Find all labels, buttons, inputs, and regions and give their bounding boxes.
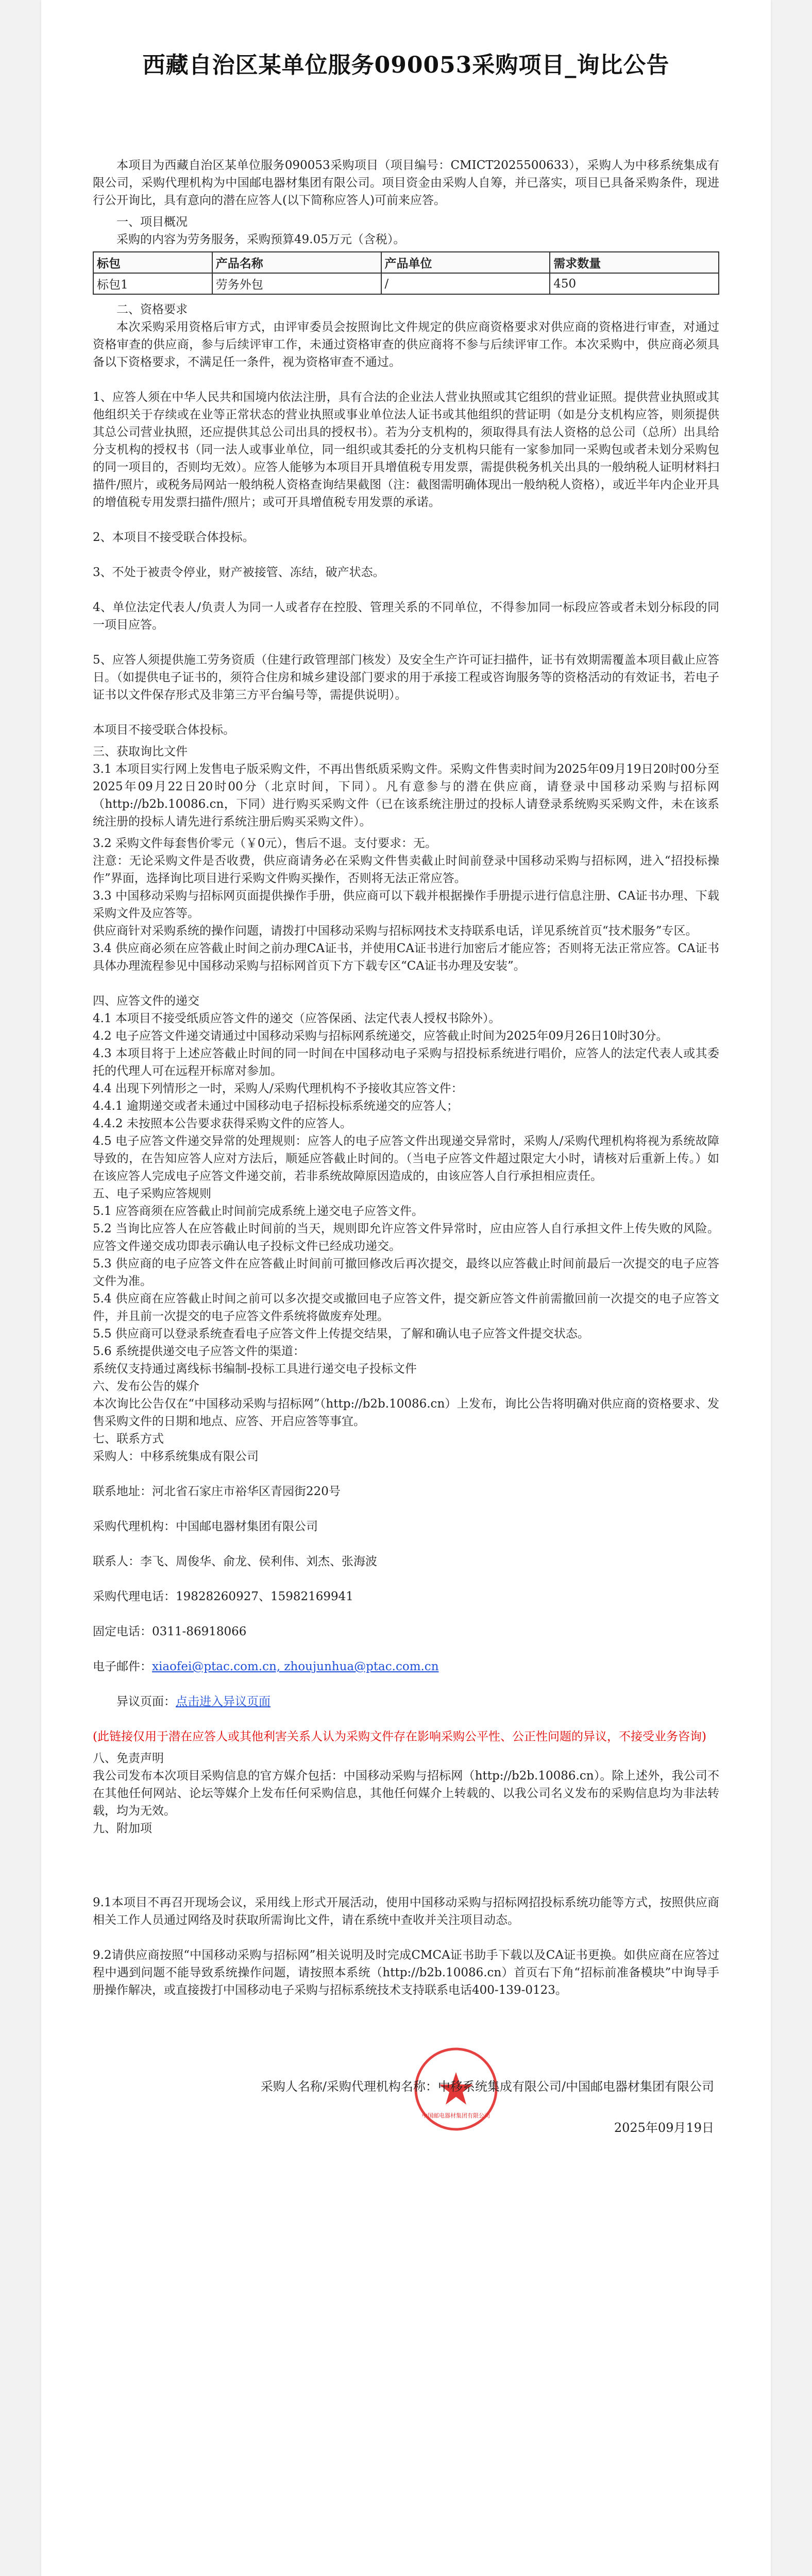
- buyer-name: 采购人：中移系统集成有限公司: [93, 1450, 259, 1463]
- agent-phone: 采购代理电话：19828260927、15982169941: [93, 1590, 353, 1603]
- section-2-text: 本次采购采用资格后审方式，由评审委员会按照询比文件规定的供应商资格要求对供应商的资格进行审查，对通过资格审查的供应商，参与后续评审工作，未通过资格审查的供应商将不参与后续评审工作。本次采购中，供应商必须具备以下资格要求，不满足任一条件，视为资格审查不通过。: [93, 320, 719, 369]
- section-4-title: 四、应答文件的递交: [93, 994, 199, 1008]
- section-8-title: 八、免责声明: [93, 1752, 164, 1765]
- objection-line: [93, 1693, 719, 1710]
- section-4-4-2: 4.4.2 未按照本公告要求获得采购文件的应答人。: [93, 1117, 352, 1130]
- section-5-3: 5.3 供应商的电子应答文件在应答截止时间前可撤回修改后再次提交，最终以应答截止时间前最后一次提交的电子应答文件为准。: [93, 1257, 719, 1288]
- table-header-cell: 产品名称: [212, 252, 381, 273]
- signature-block: [93, 2056, 719, 2159]
- objection-notice: (此链接仅用于潜在应答人或其他利害关系人认为采购文件存在影响采购公平性、公正性问题的异议，不接受业务咨询): [93, 1730, 706, 1743]
- section-3-3: 3.3 中国移动采购与招标网页面提供操作手册，供应商可以下载并根据操作手册提示进行信息注册、CA证书办理、下载采购文件及应答等。: [93, 889, 719, 920]
- section-4-5: 4.5 电子应答文件递交异常的处理规则：应答人的电子应答文件出现递交异常时，采购人/采购代理机构将视为系统故障导致的，在告知应答人应对方法后，顺延应答截止时间的。（当电子应答文件超过限定大小时，请核对后重新上传。）如在该应答人完成电子应答文件递交前，若非系统故障原因造成的，由该应答人自行承担相应责任。: [93, 1134, 719, 1183]
- table-cell: /: [381, 273, 550, 294]
- requirement-6: 本项目不接受联合体投标。: [93, 723, 235, 737]
- requirement-5: 5、应答人须提供施工劳务资质（住建行政管理部门核发）及安全生产许可证扫描件，证书有效期需覆盖本项目截止应答日。（如提供电子证书的，须符合住房和城乡建设部门要求的用于承接工程或咨询服务等的资格活动的有效证书，若电子证书以文件保存形式及非第三方平台编号等，需提供说明）。: [93, 653, 719, 702]
- requirement-3: 3、不处于被责令停业，财产被接管、冻结，破产状态。: [93, 566, 385, 579]
- objection-label: 异议页面：: [116, 1695, 176, 1708]
- email-label: 电子邮件：: [93, 1660, 152, 1673]
- section-6-title: 六、发布公告的媒介: [93, 1380, 199, 1393]
- section-4-1: 4.1 本项目不接受纸质应答文件的递交（应答保函、法定代表人授权书除外）。: [93, 1012, 501, 1025]
- section-3-2: 3.2 采购文件每套售价零元（￥0元），售后不退。支付要求：无。: [93, 837, 437, 850]
- section-5-5: 5.5 供应商可以登录系统查看电子应答文件上传提交结果，了解和确认电子应答文件提交状态。: [93, 1327, 589, 1341]
- section-9-2: 9.2请供应商按照“中国移动采购与招标网”相关说明及时完成CMCA证书助手下载以及CA证书更换。如供应商在应答过程中遇到问题不能导致系统操作问题，请按照本系统（http://b2b.10086.cn）首页右下角“招标前准备模块”中询导手册操作解决，或直接拨打中国移动电子采购与招标系统技术支持联系电话400-139-0123。: [93, 1948, 719, 1997]
- table-cell: 标包1: [93, 273, 212, 294]
- section-3-3b: 供应商针对采购系统的操作问题，请拨打中国移动采购与招标网技术支持联系电话，详见系统首页“技术服务”专区。: [93, 924, 698, 938]
- agent-name: 采购代理机构：中国邮电器材集团有限公司: [93, 1520, 318, 1533]
- section-1-text: 采购的内容为劳务服务，采购预算49.05万元（含税）。: [116, 233, 405, 246]
- table-header-cell: 标包: [93, 252, 212, 273]
- section-2-title: 二、资格要求: [116, 303, 188, 316]
- contact-persons: 联系人：李飞、周俊华、俞龙、侯利伟、刘杰、张海波: [93, 1555, 377, 1568]
- intro-paragraph: 本项目为西藏自治区某单位服务090053采购项目（项目编号：CMICT2025500633），采购人为中移系统集成有限公司，采购代理机构为中国邮电器材集团有限公司。项目资金由采购人自筹，并已落实，项目已具备采购条件，现进行公开询比，具有意向的潜在应答人(以下简称应答人)可前来应答。: [93, 159, 719, 207]
- buyer-address: 联系地址：河北省石家庄市裕华区青园街220号: [93, 1485, 341, 1498]
- table-cell: 劳务外包: [212, 273, 381, 294]
- page-title: 西藏自治区某单位服务090053采购项目_询比公告: [142, 52, 670, 78]
- objection-page-link[interactable]: 点击进入异议页面: [176, 1695, 270, 1708]
- section-4-4-1: 4.4.1 逾期递交或者未通过中国移动电子招标投标系统递交的应答人；: [93, 1099, 459, 1113]
- signatory-name: 采购人名称/采购代理机构名称：中移系统集成有限公司/中国邮电器材集团有限公司: [260, 2079, 714, 2094]
- section-5-2: 5.2 当询比应答人在应答截止时间前的当天，规则即允许应答文件异常时，应由应答人自行承担文件上传失败的风险。应答文件递交成功即表示确认电子投标文件已经成功递交。: [93, 1222, 719, 1253]
- requirement-4: 4、单位法定代表人/负责人为同一人或者存在控股、管理关系的不同单位，不得参加同一标段应答或者未划分标段的同一项目应答。: [93, 601, 719, 632]
- table-header-cell: 需求数量: [550, 252, 719, 273]
- email-line: [93, 1658, 719, 1675]
- section-6-text: 本次询比公告仅在“中国移动采购与招标网”（http://b2b.10086.cn）上发布，询比公告将明确对供应商的资格要求、发售采购文件的日期和地点、应答、开启应答等事宜。: [93, 1397, 719, 1428]
- seal-caption: 中国邮电器材集团有限公司: [422, 2112, 490, 2119]
- document-page: [41, 0, 771, 2576]
- section-4-4: 4.4 出现下列情形之一时，采购人/采购代理机构不予接收其应答文件：: [93, 1082, 463, 1095]
- section-5-6: 5.6 系统提供递交电子应答文件的渠道：: [93, 1345, 305, 1358]
- document-body: [93, 46, 719, 2159]
- requirement-2: 2、本项目不接受联合体投标。: [93, 531, 255, 544]
- section-5-1: 5.1 应答商须在应答截止时间前完成系统上递交电子应答文件。: [93, 1205, 424, 1218]
- section-5-6b: 系统仅支持通过离线标书编制-投标工具进行递交电子投标文件: [93, 1362, 417, 1376]
- email-link[interactable]: xiaofei@ptac.com.cn, zhoujunhua@ptac.com.cn: [152, 1660, 439, 1673]
- items-table: [93, 251, 719, 295]
- section-7-title: 七、联系方式: [93, 1432, 164, 1446]
- section-9-1: 9.1本项目不再召开现场会议，采用线上形式开展活动，使用中国移动采购与招标网招投标系统功能等方式，按照供应商相关工作人员通过网络及时获取所需询比文件，请在系统中查收并关注项目动态。: [93, 1896, 719, 1927]
- section-3-title: 三、获取询比文件: [93, 745, 188, 758]
- table-header-row: [93, 252, 719, 273]
- section-5-title: 五、电子采购应答规则: [93, 1187, 211, 1200]
- signature-date: 2025年09月19日: [614, 2121, 714, 2135]
- section-5-4: 5.4 供应商在应答截止时间之前可以多次提交或撤回电子应答文件，提交新应答文件前需撤回前一次提交的电子应答文件，并且前一次提交的电子应答文件系统将做废弃处理。: [93, 1292, 719, 1323]
- fixed-phone: 固定电话：0311-86918066: [93, 1625, 247, 1638]
- section-9-title: 九、附加项: [93, 1822, 152, 1835]
- table-row: [93, 273, 719, 294]
- table-header-cell: 产品单位: [381, 252, 550, 273]
- section-4-2: 4.2 电子应答文件递交请通过中国移动采购与招标网系统递交，应答截止时间为2025年09月26日10时30分。: [93, 1029, 668, 1043]
- table-cell: 450: [550, 273, 719, 294]
- section-1-title: 一、项目概况: [116, 215, 188, 229]
- section-3-note: 注意：无论采购文件是否收费，供应商请务必在采购文件售卖截止时间前登录中国移动采购与招标网，进入“招投标操作”界面，选择询比项目进行采购文件购买操作，否则将无法正常应答。: [93, 854, 719, 885]
- section-8-text: 我公司发布本次项目采购信息的官方媒介包括：中国移动采购与招标网（http://b2b.10086.cn）。除上述外，我公司不在其他任何网站、论坛等媒介上发布任何采购信息，其他任何媒介上转载的、以我公司名义发布的采购信息均为非法转载，均为无效。: [93, 1769, 719, 1818]
- section-3-4: 3.4 供应商必须在应答截止时间之前办理CA证书，并使用CA证书进行加密后才能应答；否则将无法正常应答。CA证书具体办理流程参见中国移动采购与招标网首页下方下载专区“CA证书办理及安装”。: [93, 942, 719, 973]
- requirement-1: 1、应答人须在中华人民共和国境内依法注册，具有合法的企业法人营业执照或其它组织的营业证照。提供营业执照或其他组织关于存续或在业等正常状态的营业执照或事业单位法人证书或其他组织的营证明（如是分支机构应答，则须提供其总公司营业执照，还应提供其总公司出具的授权书）。若为分支机构的，须取得具有法人资格的总公司（总所）出具给分支机构的授权书（同一法人或事业单位，同一组织或其委托的分支机构只能有一家参加同一采购包或者未划分采购包的同一项目的，否则均无效）。应答人能够为本项目开具增值税专用发票，需提供税务机关出具的一般纳税人证明材料扫描件/照片，或税务局网站一般纳税人资格查询结果截图（注：截图需明确体现出一般纳税人资格），或近半年内企业开具的增值税专用发票扫描件/照片；或可开具增值税专用发票的承诺。: [93, 391, 719, 509]
- section-4-3: 4.3 本项目将于上述应答截止时间的同一时间在中国移动电子采购与招投标系统进行唱价，应答人的法定代表人或其委托的代理人可在远程开标席对参加。: [93, 1047, 719, 1078]
- section-3-1: 3.1 本项目实行网上发售电子版采购文件，不再出售纸质采购文件。采购文件售卖时间为2025年09月19日20时00分至2025年09月22日20时00分（北京时间，下同）。凡有意参与的潜在供应商，请登录中国移动采购与招标网（http://b2b.10086.cn，下同）进行购买采购文件（已在该系统注册过的投标人请登录系统购买采购文件，未在该系统注册的投标人请先进行系统注册后购买采购文件）。: [93, 762, 719, 828]
